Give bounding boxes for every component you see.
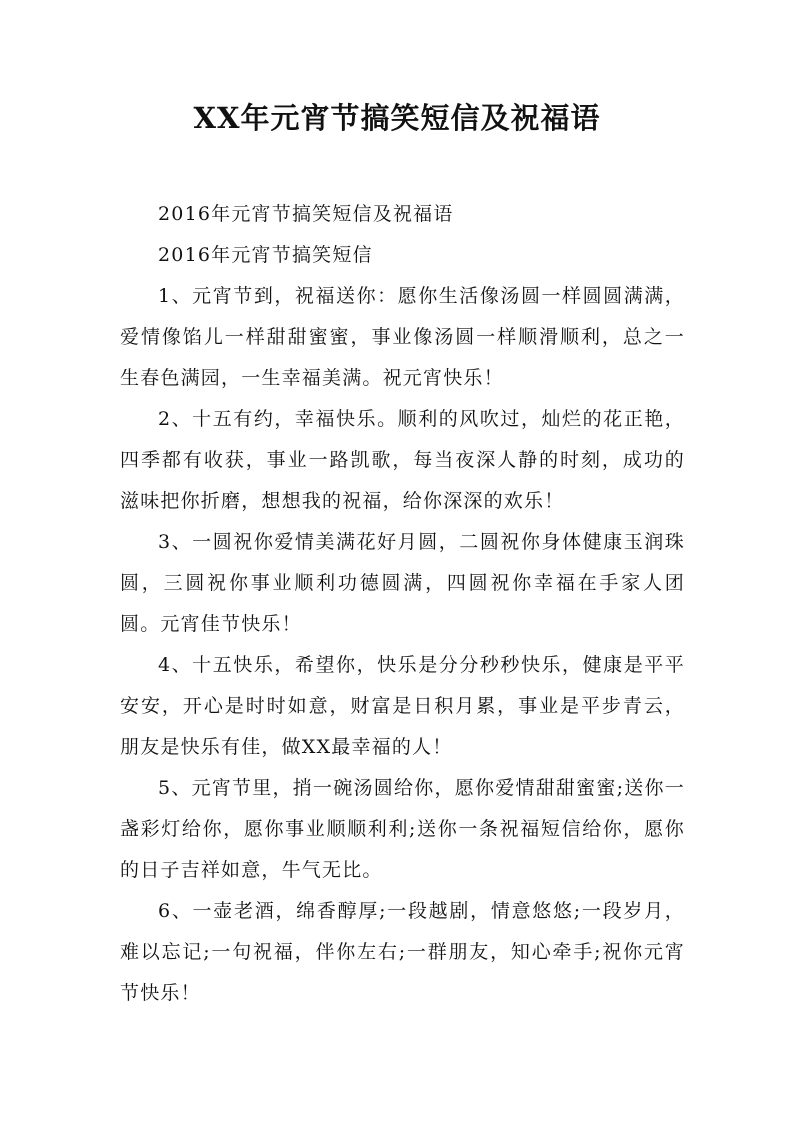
document-title: XX年元宵节搞笑短信及祝福语 — [193, 101, 601, 135]
paragraph-subtitle: 2016年元宵节搞笑短信及祝福语 — [158, 203, 454, 225]
paragraph-message-6: 6、一壶老酒，绵香醇厚;一段越剧，情意悠悠;一段岁月，难以忘记;一句祝福，伴你左右;一群朋友，知心牵手;祝你元宵节快乐！ — [120, 900, 685, 1004]
paragraph-message-4: 4、十五快乐，希望你，快乐是分分秒秒快乐，健康是平平安安，开心是时时如意，财富是日积月累，事业是平步青云，朋友是快乐有佳，做XX最幸福的人！ — [120, 654, 685, 758]
document-body — [120, 194, 685, 1014]
paragraph-message-2: 2、十五有约，幸福快乐。顺利的风吹过，灿烂的花正艳，四季都有收获，事业一路凯歌，每当夜深人静的时刻，成功的滋味把你折磨，想想我的祝福，给你深深的欢乐！ — [120, 408, 685, 512]
paragraph-message-5: 5、元宵节里，捎一碗汤圆给你，愿你爱情甜甜蜜蜜;送你一盏彩灯给你，愿你事业顺顺利利;送你一条祝福短信给你，愿你的日子吉祥如意，牛气无比。 — [120, 777, 685, 881]
paragraph-message-3: 3、一圆祝你爱情美满花好月圆，二圆祝你身体健康玉润珠圆，三圆祝你事业顺利功德圆满，四圆祝你幸福在手家人团圆。元宵佳节快乐！ — [120, 531, 685, 635]
paragraph-section-heading: 2016年元宵节搞笑短信 — [158, 244, 373, 266]
paragraph-message-1: 1、元宵节到，祝福送你：愿你生活像汤圆一样圆圆满满，爱情像馅儿一样甜甜蜜蜜，事业像汤圆一样顺滑顺利，总之一生春色满园，一生幸福美满。祝元宵快乐！ — [120, 285, 685, 389]
